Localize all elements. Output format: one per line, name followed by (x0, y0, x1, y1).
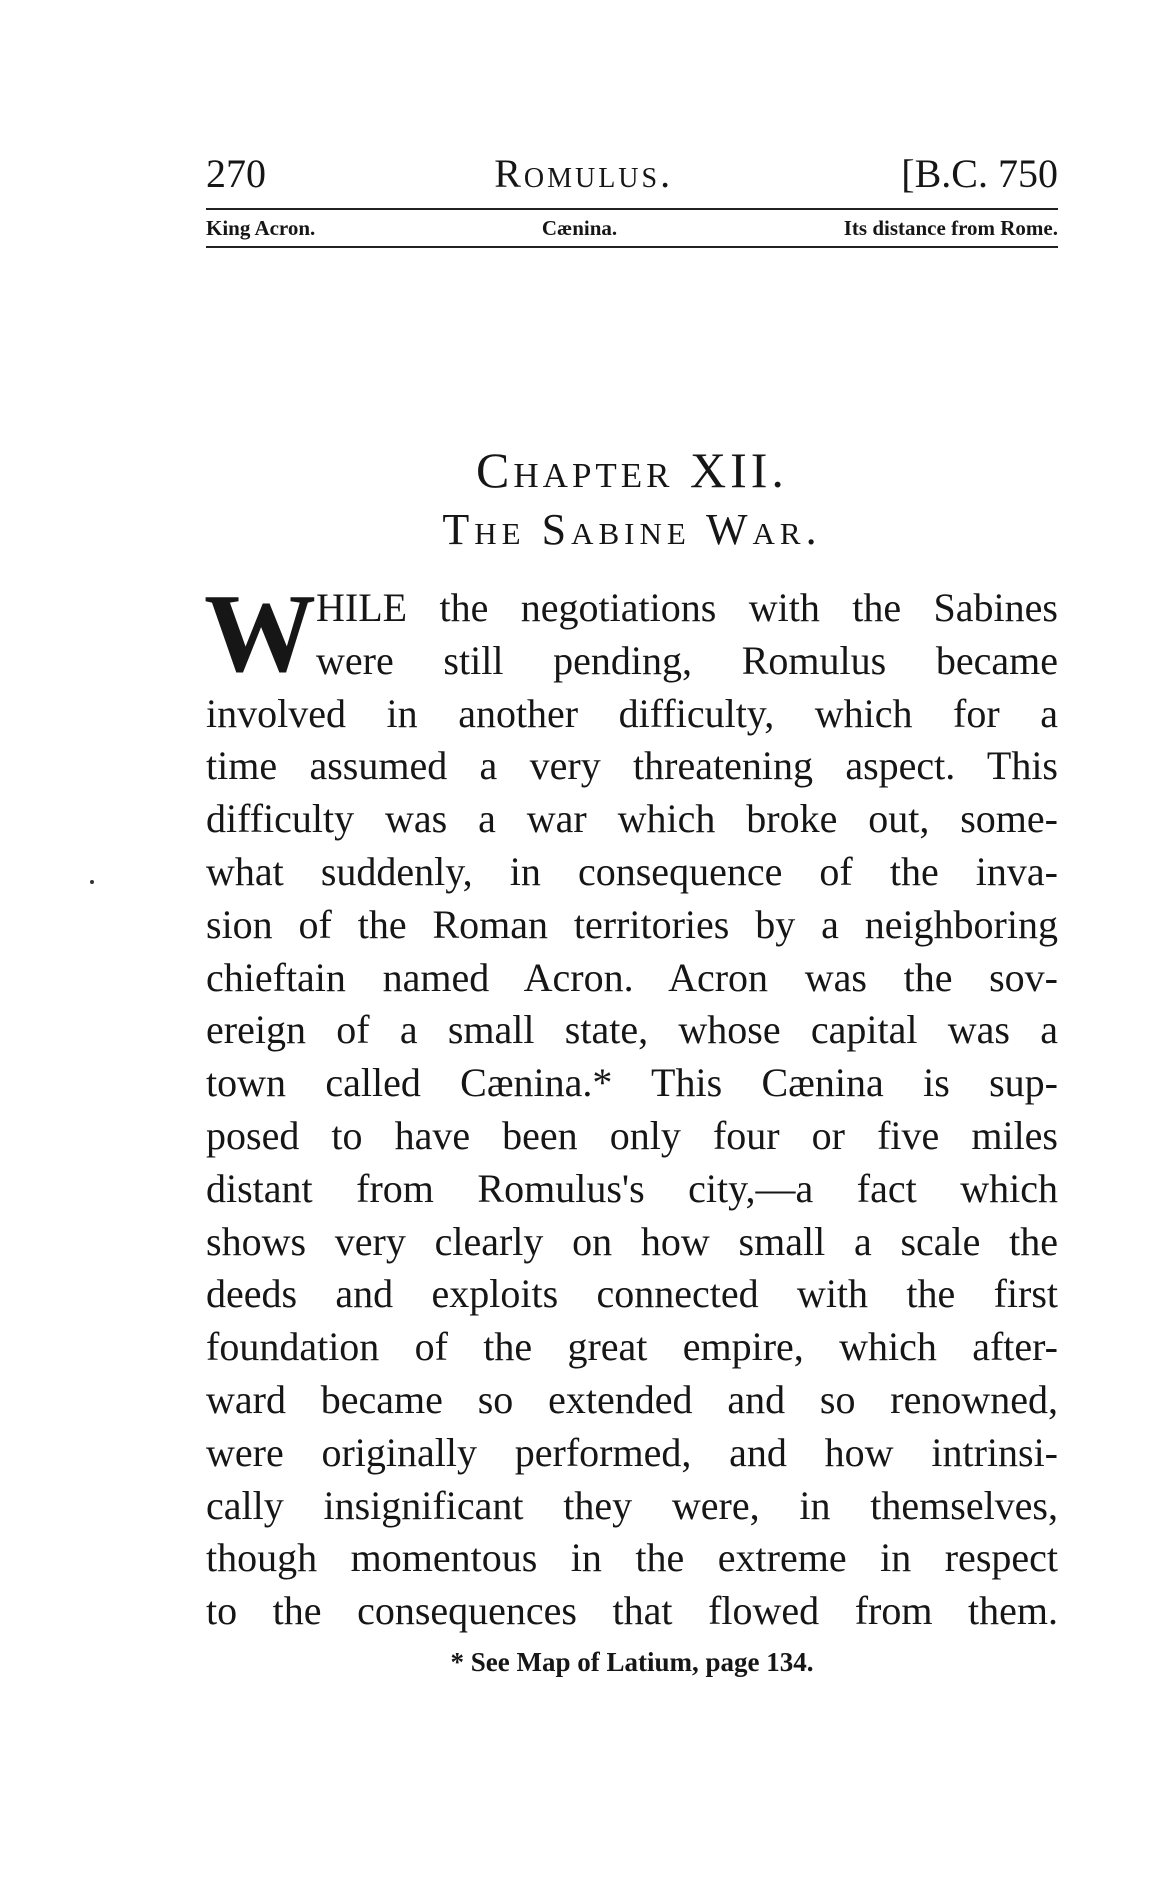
body-line: sion of the Roman territories by a neighboring (206, 901, 1058, 947)
body-line: though momentous in the extreme in respect (206, 1535, 1058, 1581)
running-date: [B.C. 750 (901, 151, 1058, 196)
body-line: foundation of the great empire, which after- (206, 1324, 1058, 1370)
subhead-center: Cænina. (541, 216, 618, 240)
body-line-last: to the consequences that flowed from them. (206, 1588, 1058, 1634)
drop-cap: W (204, 572, 316, 696)
book-page (206, 150, 1058, 1682)
marginal-subheads (206, 210, 1058, 246)
body-line: town called Cænina.* This Cænina is sup- (206, 1060, 1058, 1106)
body-line: ward became so extended and so renowned, (206, 1376, 1058, 1422)
subhead-left: King Acron. (206, 216, 316, 240)
body-line: HILE the negotiations with the Sabines (316, 585, 1058, 630)
body-line: cally insignificant they were, in themselves, (206, 1482, 1058, 1528)
body-line: deeds and exploits connected with the first (206, 1271, 1058, 1317)
body-line: ereign of a small state, whose capital was a (206, 1007, 1058, 1053)
chapter-title: The Sabine War. (442, 505, 822, 554)
body-line: chieftain named Acron. Acron was the sov- (206, 954, 1058, 1000)
body-line: time assumed a very threatening aspect. This (206, 743, 1058, 789)
page-number: 270 (206, 151, 266, 196)
body-line: shows very clearly on how small a scale the (206, 1218, 1058, 1264)
running-head (206, 150, 1058, 202)
body-line: difficulty was a war which broke out, some- (206, 796, 1058, 842)
body-line: involved in another difficulty, which for a (206, 690, 1058, 736)
subhead-right: Its distance from Rome. (843, 216, 1058, 240)
body-line: posed to have been only four or five miles (206, 1112, 1058, 1158)
running-title: Romulus. (494, 151, 674, 196)
header-rule-bottom (206, 246, 1058, 248)
body-line: were still pending, Romulus became (316, 637, 1058, 683)
opening-lines (204, 572, 1058, 696)
footnote: * See Map of Latium, page 134. (450, 1646, 814, 1677)
body-line: were originally performed, and how intrinsi- (206, 1429, 1058, 1475)
stray-ink-mark (90, 880, 94, 884)
chapter-number: Chapter XII. (476, 442, 788, 498)
body-line: distant from Romulus's city,—a fact which (206, 1165, 1058, 1211)
chapter-body (204, 572, 1058, 1638)
body-line: what suddenly, in consequence of the inva- (206, 848, 1058, 894)
